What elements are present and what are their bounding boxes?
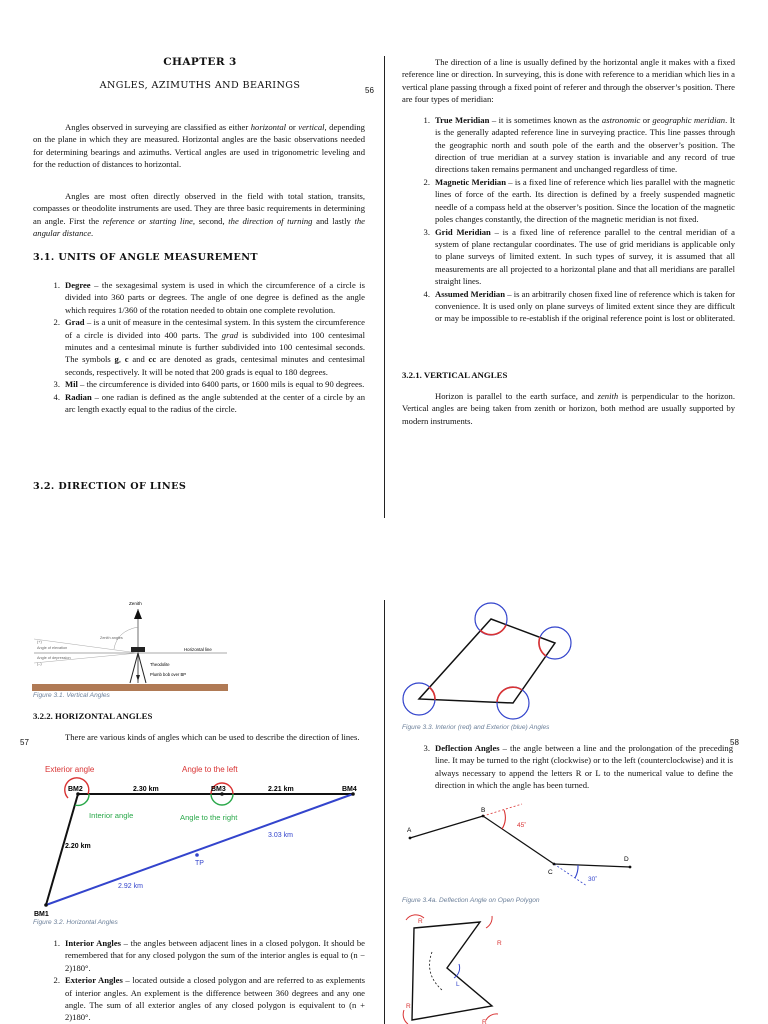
text-run: grad <box>221 329 239 340</box>
text-run: and <box>128 354 149 365</box>
list-item <box>416 114 735 175</box>
list-item <box>46 316 365 377</box>
list-number: 1. <box>53 280 60 290</box>
theodolite-label: Theodolite <box>150 662 170 667</box>
text-run: and lastly <box>312 215 355 226</box>
label-r-1: R <box>418 918 423 925</box>
angle-right-label: Angle to the right <box>180 813 238 822</box>
distance-bm3-bm4: 2.21 km <box>268 786 294 793</box>
point-d <box>629 866 632 869</box>
meridian-list <box>416 114 735 325</box>
text-run: is subdivided into 100 centesimal minutes and a centesimal minute is further subdivided into 100 centesimal seconds. The symbols <box>65 329 366 365</box>
text-run: Angles observed in surveying are classified as either <box>65 122 251 132</box>
prolong-b <box>483 804 522 816</box>
closed-polygon <box>419 619 555 703</box>
point-a <box>409 837 412 840</box>
bm3-label: BM3 <box>211 786 226 793</box>
arc-r-top-right <box>486 916 492 928</box>
tp-label: TP <box>195 860 204 867</box>
text-run: is perpendicular to the horizon. Vertical angles are being taken from zenith or horizon, both method are usually supported by modern instruments. <box>402 391 735 426</box>
minus-label: (–) <box>37 662 42 666</box>
text-run: . <box>91 227 94 238</box>
text-run: – is an arbitrarily chosen fixed line of reference which is taken for convenience. It is used only on plane surveys of limited extent since they are difficult or may be impossible to re-establish if the original reference point is lost or obliterated. <box>435 288 735 324</box>
text-run: Interior Angles <box>65 938 121 948</box>
text-run: , <box>118 354 125 365</box>
section-direction-heading: 3.2. DIRECTION OF LINES <box>33 481 187 492</box>
point-tp <box>195 853 199 857</box>
interior-angle-label: Interior angle <box>89 811 134 820</box>
arc-r-bottom-right <box>486 1014 498 1020</box>
text-run: , second, <box>192 215 229 226</box>
plumb-label: Plumb bob over BP <box>150 672 187 677</box>
elevation-label: Angle of elevation <box>37 646 68 650</box>
angles-list <box>46 937 365 1024</box>
text-run: Horizon is parallel to the earth surface, and <box>435 391 598 401</box>
horizontal-paragraph: There are various kinds of angles which can be used to describe the direction of lines. <box>65 732 360 742</box>
figure-3-3-caption: Figure 3.3. Interior (red) and Exterior (blue) Angles <box>402 724 550 731</box>
list-item <box>416 226 735 287</box>
list-item <box>46 279 365 316</box>
direction-intro: The direction of a line is usually defined by the horizontal angle it makes with a fixed reference line or direction. In surveying, this is done with reference to a meridian which lies in a vertical plane passing through a fixed point of referer and through the observer’s position. There are four types of meridian: <box>402 57 735 104</box>
section-units-heading: 3.1. UNITS OF ANGLE MEASUREMENT <box>33 252 258 263</box>
text-run: are denoted as grads, centesimal minutes and centesimal seconds, respectively. It will be noted that 200 grads is equal to 180 degrees. <box>65 354 366 377</box>
text-run: . It is the generally adapted reference line in surveying practice. This line passes through the geographic north and south pole of the earth and the observer’s position. The direction of true meridian at a survey station is invariable and any record of true directions taken remains permanent and unchanged regardless of time. <box>435 115 735 175</box>
deflection-list <box>416 742 733 792</box>
text-run: Assumed Meridian <box>435 288 505 299</box>
line-c-d <box>554 864 630 867</box>
list-item <box>46 974 365 1023</box>
list-number: 3. <box>423 226 430 237</box>
distance-tp-bm1: 2.92 km <box>118 883 143 890</box>
bm1-label: BM1 <box>34 911 49 918</box>
text-run: True Meridian <box>435 115 490 125</box>
list-item <box>416 288 735 325</box>
list-number: 3. <box>423 743 430 753</box>
zenith-label: Zenith <box>129 601 142 606</box>
text-run: – is a unit of measure in the centesimal system. In this system the circumference of a circle is divided into 400 parts. The <box>65 317 365 340</box>
vertical-paragraph <box>402 390 735 427</box>
page-divider-top <box>384 56 385 518</box>
list-number: 4. <box>423 288 430 299</box>
arc-r-bottom-left <box>403 1010 408 1024</box>
figure-3-4b-deflection-closed-polygon <box>402 912 522 1024</box>
turn-arrow <box>430 952 442 990</box>
text-run: – one radian is defined as the angle subtended at the center of a circle by an arc length exactly equal to the radius of the circle. <box>65 392 365 415</box>
label-r-3: R <box>406 1003 411 1010</box>
list-number: 1. <box>423 115 430 125</box>
list-item <box>416 742 733 791</box>
list-number: 2. <box>423 176 430 187</box>
list-number: 2. <box>53 317 60 328</box>
text-run: Angles are most often directly observed in the field with total station, transits, compasses or theodolite instruments are used. They are three basic requirements in determining an angle. First the <box>33 191 365 226</box>
text-run: Degree <box>65 280 91 290</box>
label-r-2: R <box>497 940 502 947</box>
section-vertical-heading: 3.2.1. VERTICAL ANGLES <box>402 370 508 380</box>
text-run: zenith <box>597 391 619 401</box>
distance-bm2-bm3: 2.30 km <box>133 786 159 793</box>
list-number: 1. <box>53 938 60 948</box>
depression-label: Angle of depression <box>37 656 71 660</box>
page-number-58: 58 <box>730 738 739 747</box>
text-run: – the angle between a line and the prolongation of the preceding line. It may be turned to the right (clockwise) or to the left (counterclockwise) and it is always necessary to append the letters R or L to the numerical value to define the direction in which the angle has been turned. <box>435 743 733 790</box>
arc-l-middle <box>454 964 460 978</box>
text-run: Grid Meridian <box>435 226 491 237</box>
text-run: Exterior Angles <box>65 975 123 986</box>
text-run: Magnetic Meridian <box>435 176 507 187</box>
interior-arc-left <box>429 687 435 700</box>
text-run: – it is sometimes known as the <box>489 115 602 125</box>
label-45: 45˚ <box>517 822 527 829</box>
text-run: astronomic <box>601 115 641 125</box>
figure-3-1-vertical-angles <box>32 597 232 693</box>
label-c: C <box>548 869 553 876</box>
intro-paragraph-1 <box>33 121 365 170</box>
text-run: c <box>124 354 129 365</box>
figure-3-4a-deflection-open-polygon <box>402 802 642 896</box>
list-item <box>416 176 735 225</box>
figure-3-2-horizontal-angles <box>33 760 368 920</box>
distance-bm2-bm1: 2.20 km <box>65 843 91 850</box>
bm2-label: BM2 <box>68 786 83 793</box>
chapter-title: ANGLES, AZIMUTHS AND BEARINGS <box>99 80 301 91</box>
text-run: the angular distance <box>33 215 365 238</box>
list-item <box>46 378 365 390</box>
deflection-arc-45 <box>502 810 505 829</box>
page-number-57: 57 <box>20 738 29 747</box>
text-run: Deflection Angles <box>435 743 500 753</box>
closed-deflection-polygon <box>412 922 492 1020</box>
figure-3-2-caption: Figure 3.2. Horizontal Angles <box>33 919 118 926</box>
text-run: Radian <box>65 392 92 403</box>
text-run: , depending on the plane in which they are measured. Horizontal angles are the basic observations needed for determining bearings and azimuths. Vertical angles are used in trigonometric leveling and for the reduction of distances to horizontal. <box>33 122 365 169</box>
text-run: – the sexagesimal system is used in which the circumference of a circle is divided into 360 parts or degrees. The angle of one degree is defined as the angle which requires 1/360 of the rotation needed to obtain one complete revolution. <box>65 280 365 315</box>
text-run: the direction of turning <box>228 215 313 226</box>
intro-paragraph-2 <box>33 190 365 239</box>
label-l: L <box>456 981 460 988</box>
text-run: – the circumference is divided into 6400 parts, or 1600 mils is equal to 90 degrees. <box>77 379 365 390</box>
text-run: or <box>286 122 299 132</box>
text-run: Grad <box>65 317 85 328</box>
text-run: or <box>640 115 653 125</box>
plus-label: (+) <box>37 640 42 644</box>
label-d: D <box>624 856 629 863</box>
deflection-arc-30 <box>575 865 578 878</box>
ground-strip <box>32 684 228 691</box>
label-a: A <box>407 827 412 834</box>
text-run: vertical <box>298 122 325 132</box>
angle-left-label: Angle to the left <box>182 765 238 774</box>
text-run: reference or starting line <box>102 215 193 226</box>
list-number: 4. <box>53 392 60 403</box>
text-run: cc <box>148 354 157 365</box>
text-run: – located outside a closed polygon and are referred to as explements of interior angles. An explement is the difference between 360 degrees and any one angle. The sum of all exterior angles of any closed polygon is equivalent to (n + 2)180°. <box>65 975 365 1023</box>
line-a-b <box>410 816 483 838</box>
bm4-label: BM4 <box>342 786 357 793</box>
label-b: B <box>481 807 486 814</box>
figure-3-4a-caption: Figure 3.4a. Deflection Angle on Open Polygon <box>402 897 540 904</box>
horizontal-line-label: Horizontal line <box>184 647 212 652</box>
text-run: Mil <box>65 379 78 390</box>
chapter-heading: CHAPTER 3 <box>163 56 237 68</box>
label-30: 30˚ <box>588 876 598 883</box>
text-run: horizontal <box>250 122 287 132</box>
list-item <box>46 391 365 416</box>
prolong-c <box>554 864 587 886</box>
list-number: 2. <box>53 975 60 986</box>
text-run: – is a fixed line of reference parallel to the central meridian of a system of plane rectangular coordinates. The use of grid meridians is applicable only to plane surveys of limited extent. In such types of survey, it is assumed that all measurements are all projected to a horizontal plane and that all meridians are parallel straight lines. <box>435 226 735 286</box>
label-r-4: R <box>482 1019 487 1024</box>
page-divider-bottom <box>384 600 385 1024</box>
list-item <box>46 937 365 974</box>
text-run: – is a fixed line of reference which lies parallel with the magnetic lines of force of the earth. Its direction is defined by a freely suspended magnetic needle of a compass held at the observer’s position. Since the location of the magnetic poles changes constantly, the direction of the magnetic meridian is not fixed. <box>435 176 735 224</box>
figure-3-1-caption: Figure 3.1. Vertical Angles <box>33 692 110 699</box>
page-number-56: 56 <box>365 86 374 95</box>
text-run: g <box>114 354 119 365</box>
section-horizontal-heading: 3.2.2. HORIZONTAL ANGLES <box>33 711 153 721</box>
zenith-angles-label: Zenith angles <box>100 636 123 640</box>
distance-bm4-tp: 3.03 km <box>268 832 293 839</box>
text-run: – the angles between adjacent lines in a closed polygon. It should be remembered that for any closed polygon the sum of the interior angles is equal to (n − 2)180°. <box>65 938 365 973</box>
zenith-arrow <box>134 609 142 619</box>
point-c <box>553 863 556 866</box>
exterior-angle-label: Exterior angle <box>45 765 95 774</box>
text-run: geographic meridian <box>652 115 726 125</box>
list-number: 3. <box>53 379 60 390</box>
point-b <box>482 815 485 818</box>
units-list <box>46 279 365 416</box>
figure-3-3-interior-exterior-angles <box>398 596 594 724</box>
point-bm1 <box>44 903 48 907</box>
